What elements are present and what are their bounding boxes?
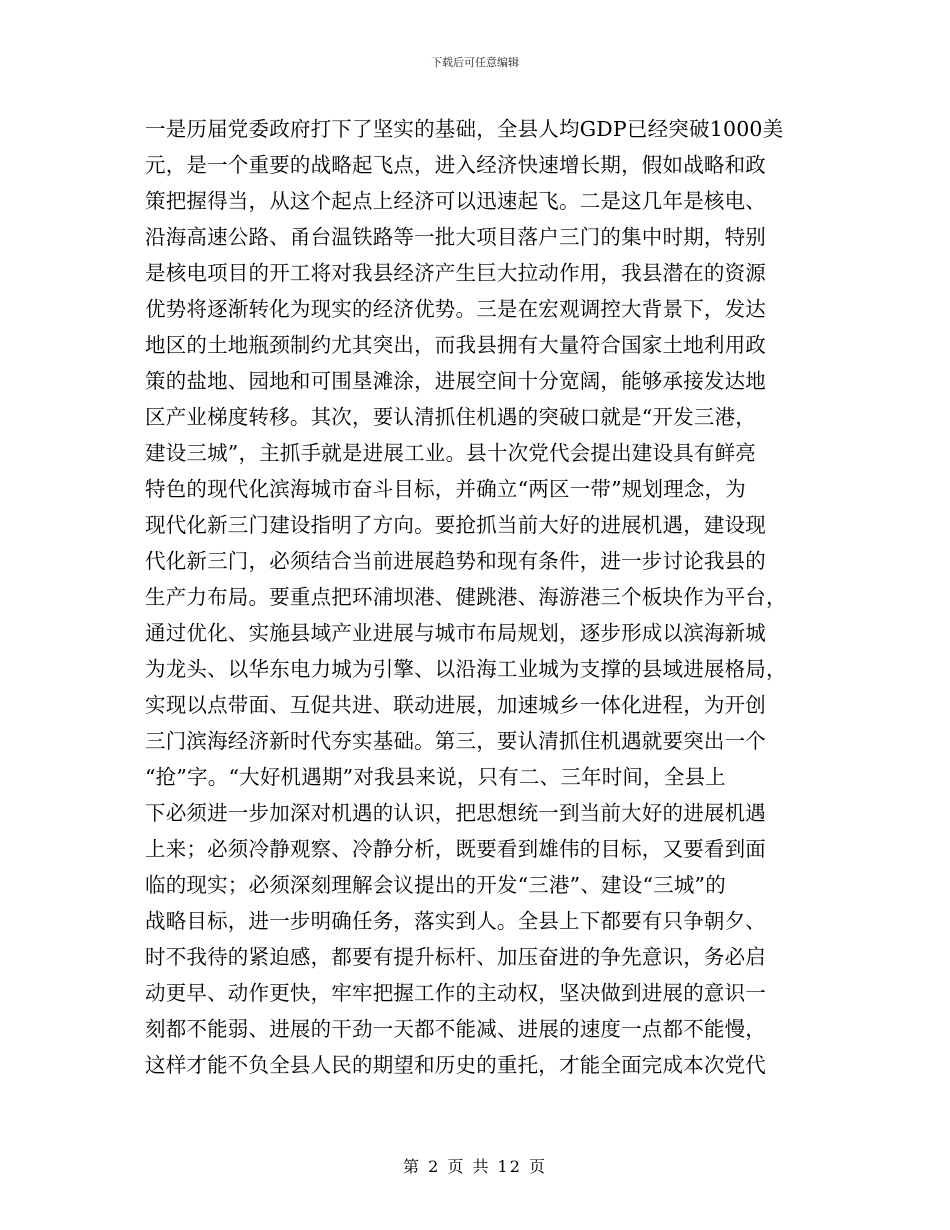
body-line: 是核电项目的开工将对我县经济产生巨大拉动作用，我县潜在的资源 [145,261,766,285]
body-line: 刻都不能弱、进展的干劲一天都不能减、进展的速度一点都不能慢， [145,1017,766,1041]
body-line: 策把握得当，从这个起点上经济可以迅速起飞。二是这几年是核电、 [145,189,766,213]
body-line: 三门滨海经济新时代夯实基础。第三，要认清抓住机遇就要突出一个 [145,729,766,753]
body-line: 临的现实；必须深刻理解会议提出的开发“三港”、建设“三城”的 [145,873,726,897]
body-line: 区产业梯度转移。其次，要认清抓住机遇的突破口就是“开发三港， [145,405,756,429]
body-line: 现代化新三门建设指明了方向。要抢抓当前大好的进展机遇，建设现 [145,513,766,537]
body-line: 生产力布局。要重点把环浦坝港、健跳港、海游港三个板块作为平台， [145,585,787,609]
body-line: “抢”字。“大好机遇期”对我县来说，只有二、三年时间，全县上 [145,765,726,789]
body-line: 元，是一个重要的战略起飞点，进入经济快速增长期，假如战略和政 [145,153,766,177]
body-line: 特色的现代化滨海城市奋斗目标，并确立“两区一带”规划理念，为 [145,477,746,501]
body-line: 这样才能不负全县人民的期望和历史的重托，才能全面完成本次党代 [145,1053,766,1077]
body-line: 下必须进一步加深对机遇的认识，把思想统一到当前大好的进展机遇 [145,801,766,825]
document-body [145,114,815,1086]
body-line: 优势将逐渐转化为现实的经济优势。三是在宏观调控大背景下，发达 [145,297,766,321]
body-line: 地区的土地瓶颈制约尤其突出，而我县拥有大量符合国家土地利用政 [145,333,766,357]
body-line: 动更早、动作更快，牢牢把握工作的主动权，坚决做到进展的意识一 [145,981,766,1005]
body-line: 策的盐地、园地和可围垦滩涂，进展空间十分宽阔，能够承接发达地 [145,369,766,393]
body-line: 一是历届党委政府打下了坚实的基础，全县人均GDP已经突破1000美 [145,117,784,141]
body-line: 实现以点带面、互促共进、联动进展，加速城乡一体化进程，为开创 [145,693,766,717]
body-line: 为龙头、以华东电力城为引擎、以沿海工业城为支撑的县域进展格局， [145,657,787,681]
header-note: 下载后可任意编辑 [431,56,519,69]
body-line: 战略目标，进一步明确任务，落实到人。全县上下都要有只争朝夕、 [145,909,766,933]
body-line: 上来；必须冷静观察、冷静分析，既要看到雄伟的目标，又要看到面 [145,837,766,861]
body-line: 通过优化、实施县域产业进展与城市布局规划，逐步形成以滨海新城 [145,621,766,645]
body-line: 代化新三门，必须结合当前进展趋势和现有条件，进一步讨论我县的 [145,549,766,573]
page-number: 第 2 页 共 12 页 [403,1157,547,1176]
body-line: 建设三城”，主抓手就是进展工业。县十次党代会提出建设具有鲜亮 [145,441,756,465]
body-line: 沿海高速公路、甬台温铁路等一批大项目落户三门的集中时期，特别 [145,225,766,249]
body-line: 时不我待的紧迫感，都要有提升标杆、加压奋进的争先意识，务必启 [145,945,766,969]
